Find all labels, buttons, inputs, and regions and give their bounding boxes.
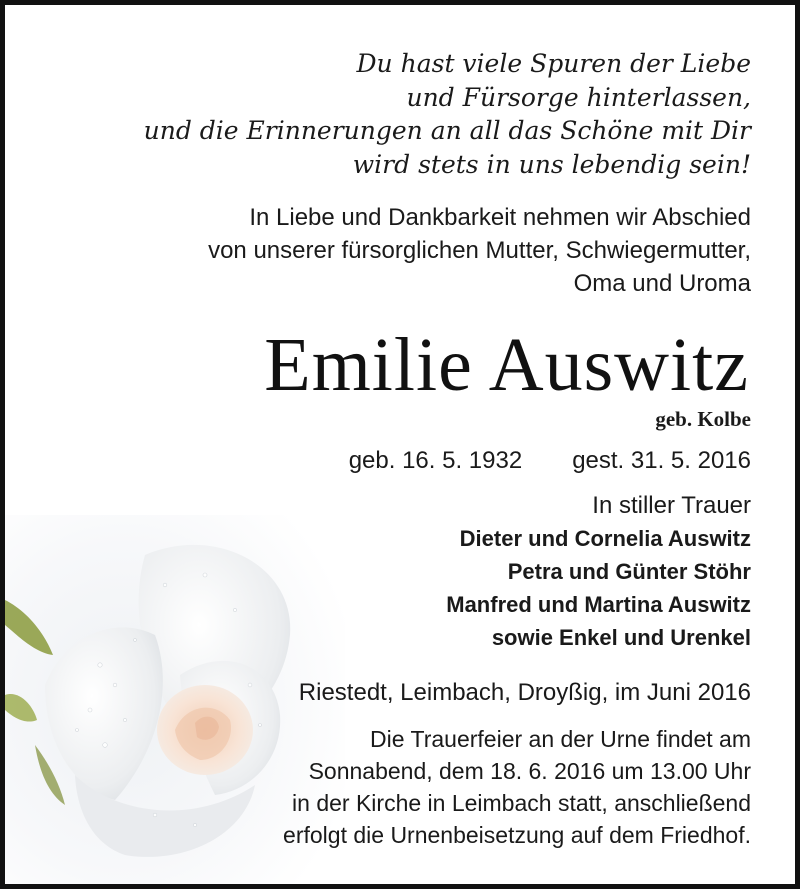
service-line: Die Trauerfeier an der Urne findet am [370, 726, 751, 752]
intro-line: von unserer fürsorglichen Mutter, Schwiegermutter, [208, 237, 751, 264]
mourner-name: sowie Enkel und Urenkel [491, 625, 751, 650]
intro-line: In Liebe und Dankbarkeit nehmen wir Abschied [249, 204, 751, 231]
life-dates [349, 445, 751, 477]
service-line: erfolgt die Urnenbeisetzung auf dem Friedhof. [283, 822, 751, 848]
poem-line: Du hast viele Spuren der Liebe [356, 49, 751, 78]
birth-date: geb. 16. 5. 1932 [348, 447, 523, 474]
poem-line: und Fürsorge hinterlassen, [406, 82, 751, 112]
service-line: in der Kirche in Leimbach statt, anschließend [292, 790, 751, 816]
funeral-service-info [283, 723, 751, 851]
death-date: gest. 31. 5. 2016 [572, 447, 751, 474]
service-line: Sonnabend, dem 18. 6. 2016 um 13.00 Uhr [308, 758, 751, 784]
mourners-list [446, 522, 751, 654]
maiden-name: geb. Kolbe [655, 407, 751, 431]
mourner-name: Petra und Günter Stöhr [507, 559, 751, 584]
poem-line: und die Erinnerungen an all das Schöne mit Dir [143, 116, 751, 145]
deceased-name: Emilie Auswitz [264, 323, 749, 407]
farewell-intro [208, 201, 751, 300]
mourning-label: In stiller Trauer [592, 492, 751, 519]
intro-line: Oma und Uroma [573, 270, 751, 297]
poem-verse [144, 47, 751, 181]
place-and-date: Riestedt, Leimbach, Droyßig, im Juni 2016 [298, 679, 751, 706]
mourner-name: Dieter und Cornelia Auswitz [459, 526, 751, 551]
mourner-name: Manfred und Martina Auswitz [446, 592, 751, 617]
poem-line: wird stets in uns lebendig sein! [352, 149, 751, 179]
